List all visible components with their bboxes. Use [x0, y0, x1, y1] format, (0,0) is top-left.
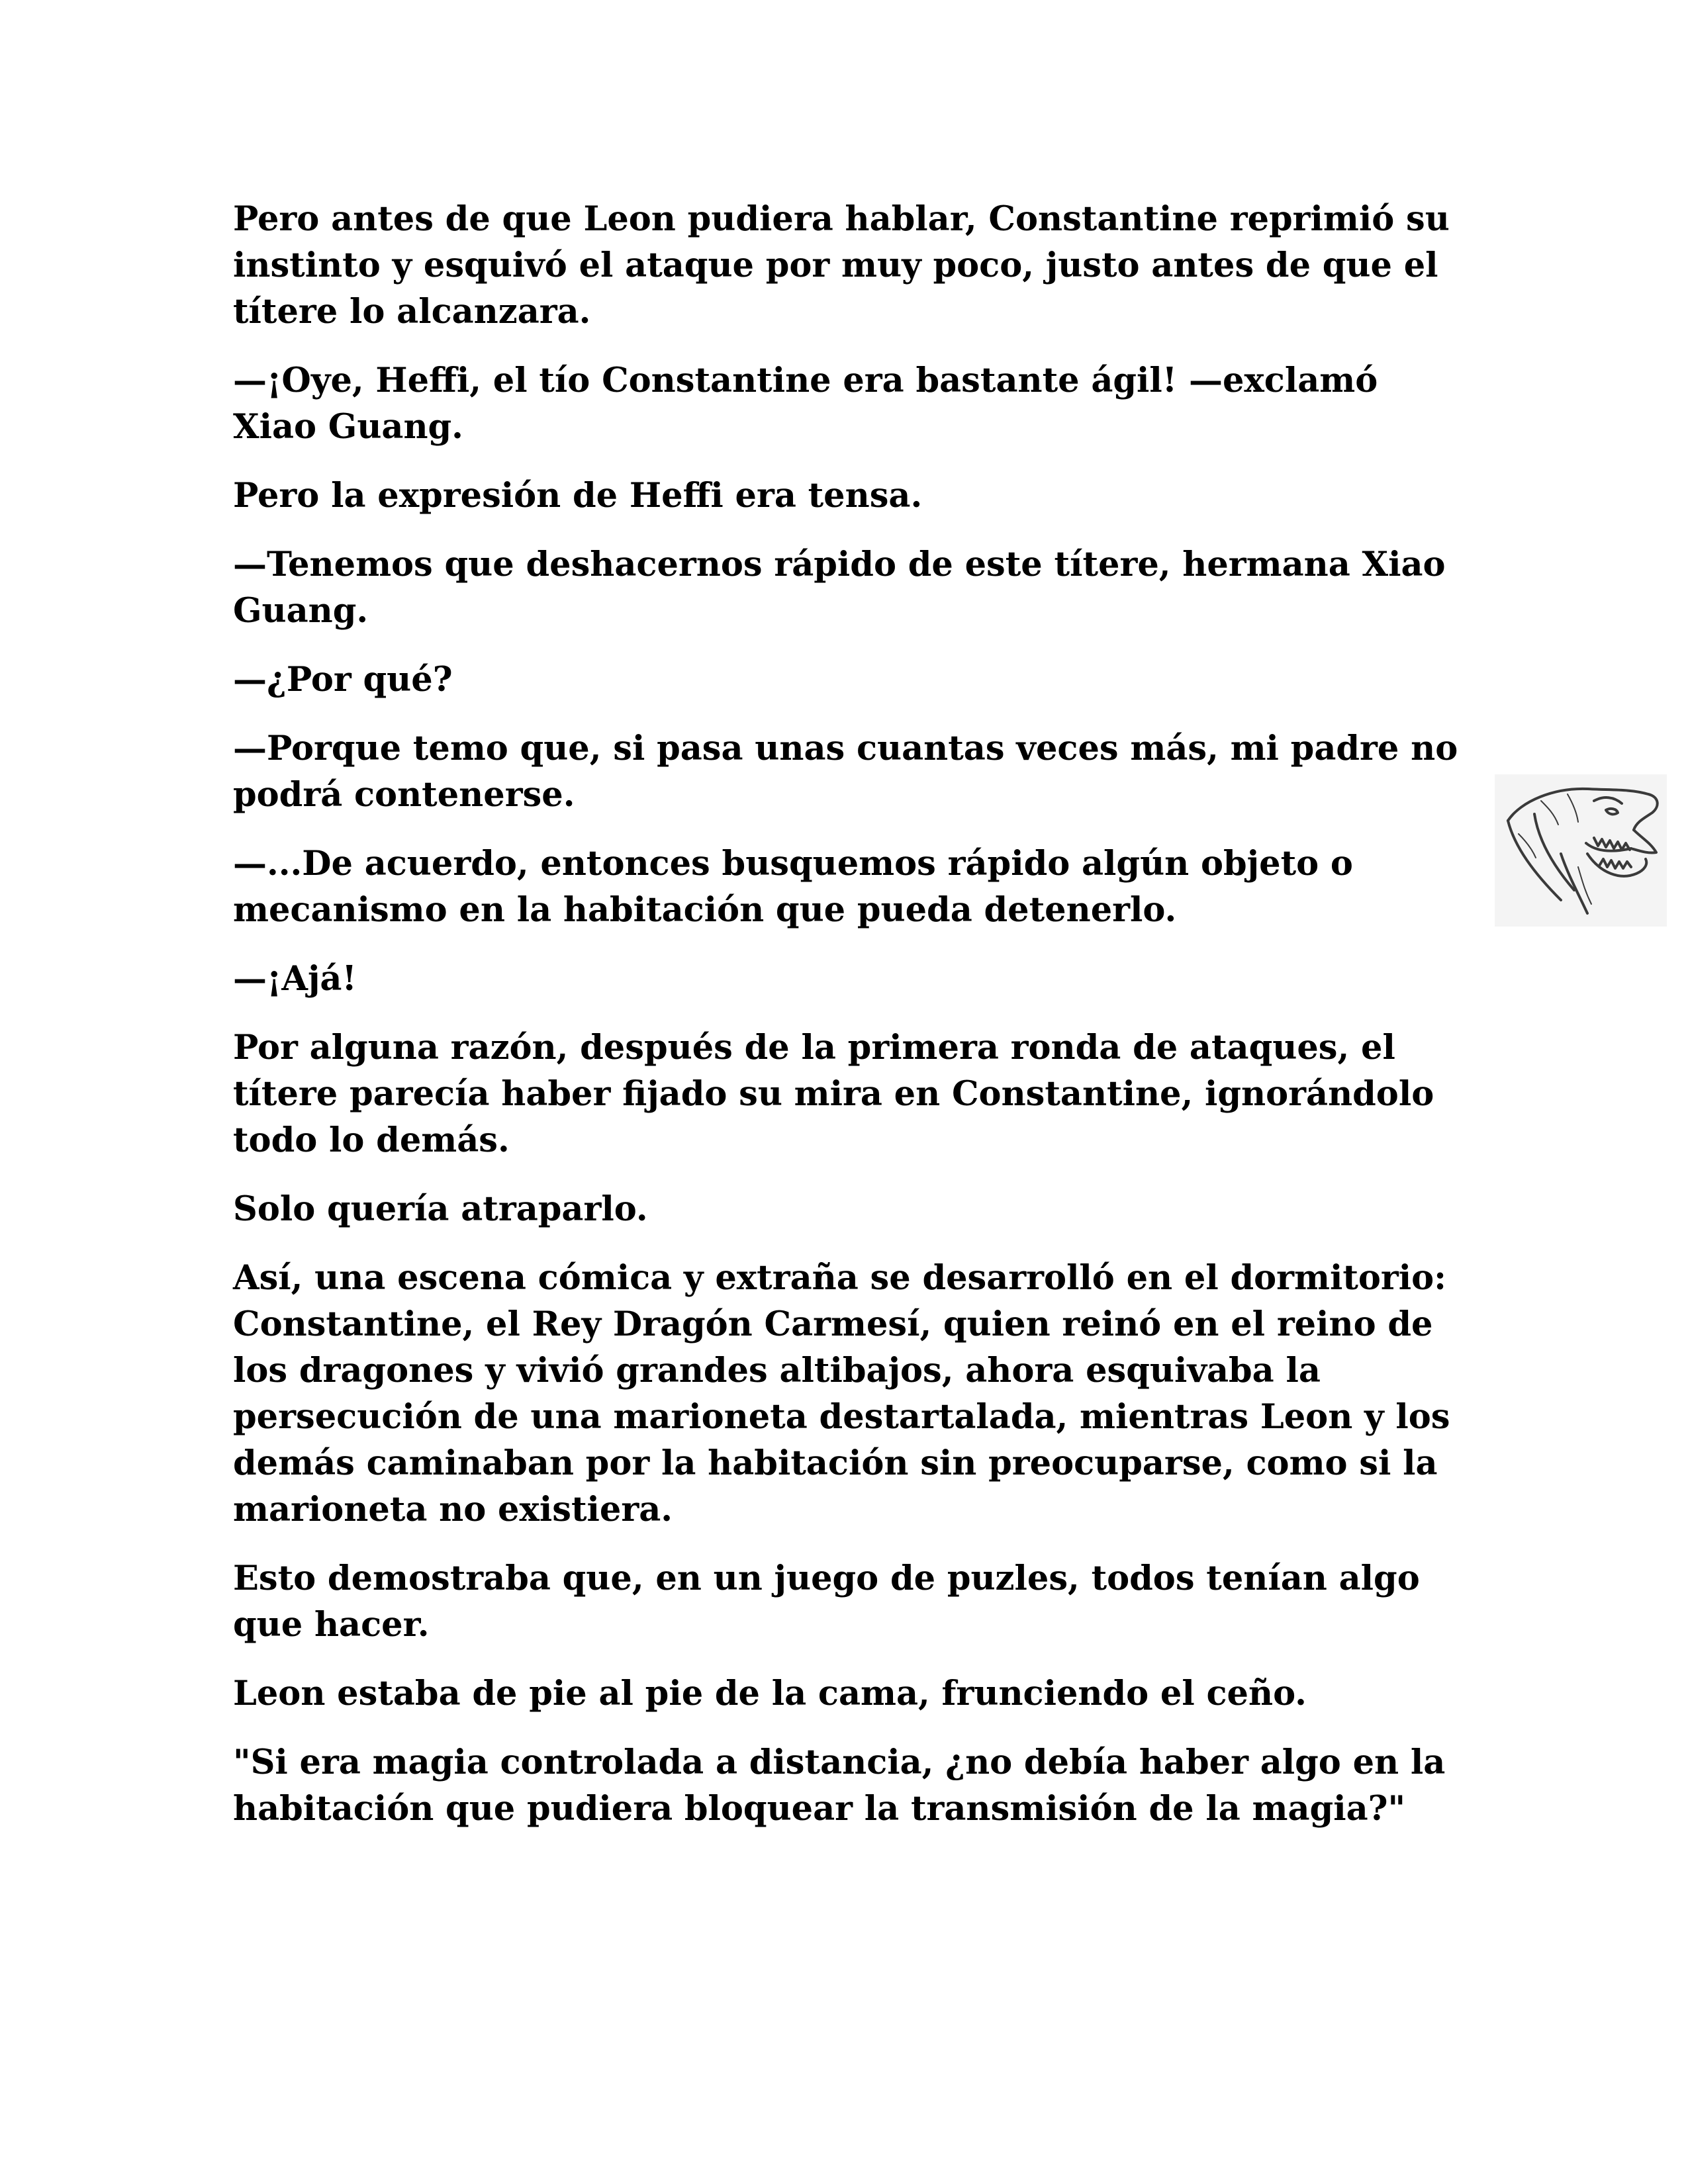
paragraph: Pero antes de que Leon pudiera hablar, Constantine reprimió su instinto y esquivó el ataque por muy poco, justo antes de que el títere lo alcanzara. [233, 199, 1450, 332]
paragraph: —Tenemos que deshacernos rápido de este títere, hermana Xiao Guang. [233, 545, 1446, 631]
dinosaur-head-sketch-icon [1495, 774, 1667, 927]
paragraph: Por alguna razón, después de la primera ronda de ataques, el títere parecía haber fijado su mira en Constantine, ignorándolo todo lo demás. [233, 1028, 1434, 1160]
paragraph: Pero la expresión de Heffi era tensa. [233, 476, 923, 516]
paragraph: "Si era magia controlada a distancia, ¿no debía haber algo en la habitación que pudiera bloquear la transmisión de la magia?" [233, 1743, 1446, 1829]
paragraph: —¡Oye, Heffi, el tío Constantine era bastante ágil! —exclamó Xiao Guang. [233, 361, 1378, 447]
paragraph: —Porque temo que, si pasa unas cuantas veces más, mi padre no podrá contenerse. [233, 729, 1458, 815]
paragraph: Leon estaba de pie al pie de la cama, frunciendo el ceño. [233, 1674, 1307, 1713]
paragraph: —...De acuerdo, entonces busquemos rápido algún objeto o mecanismo en la habitación que pueda detenerlo. [233, 844, 1353, 930]
body-text [233, 196, 1471, 1854]
paragraph: —¡Ajá! [233, 959, 357, 999]
paragraph: Así, una escena cómica y extraña se desarrolló en el dormitorio: Constantine, el Rey Dragón Carmesí, quien reinó en el reino de los dragones y vivió grandes altibajos, ahora esquivaba la persecución de una marioneta destartalada, mientras Leon y los demás caminaban por la habitación sin preocuparse, como si la marioneta no existiera. [233, 1258, 1450, 1529]
paragraph: Esto demostraba que, en un juego de puzles, todos tenían algo que hacer. [233, 1559, 1420, 1645]
paragraph: —¿Por qué? [233, 660, 453, 700]
paragraph: Solo quería atraparlo. [233, 1189, 648, 1229]
